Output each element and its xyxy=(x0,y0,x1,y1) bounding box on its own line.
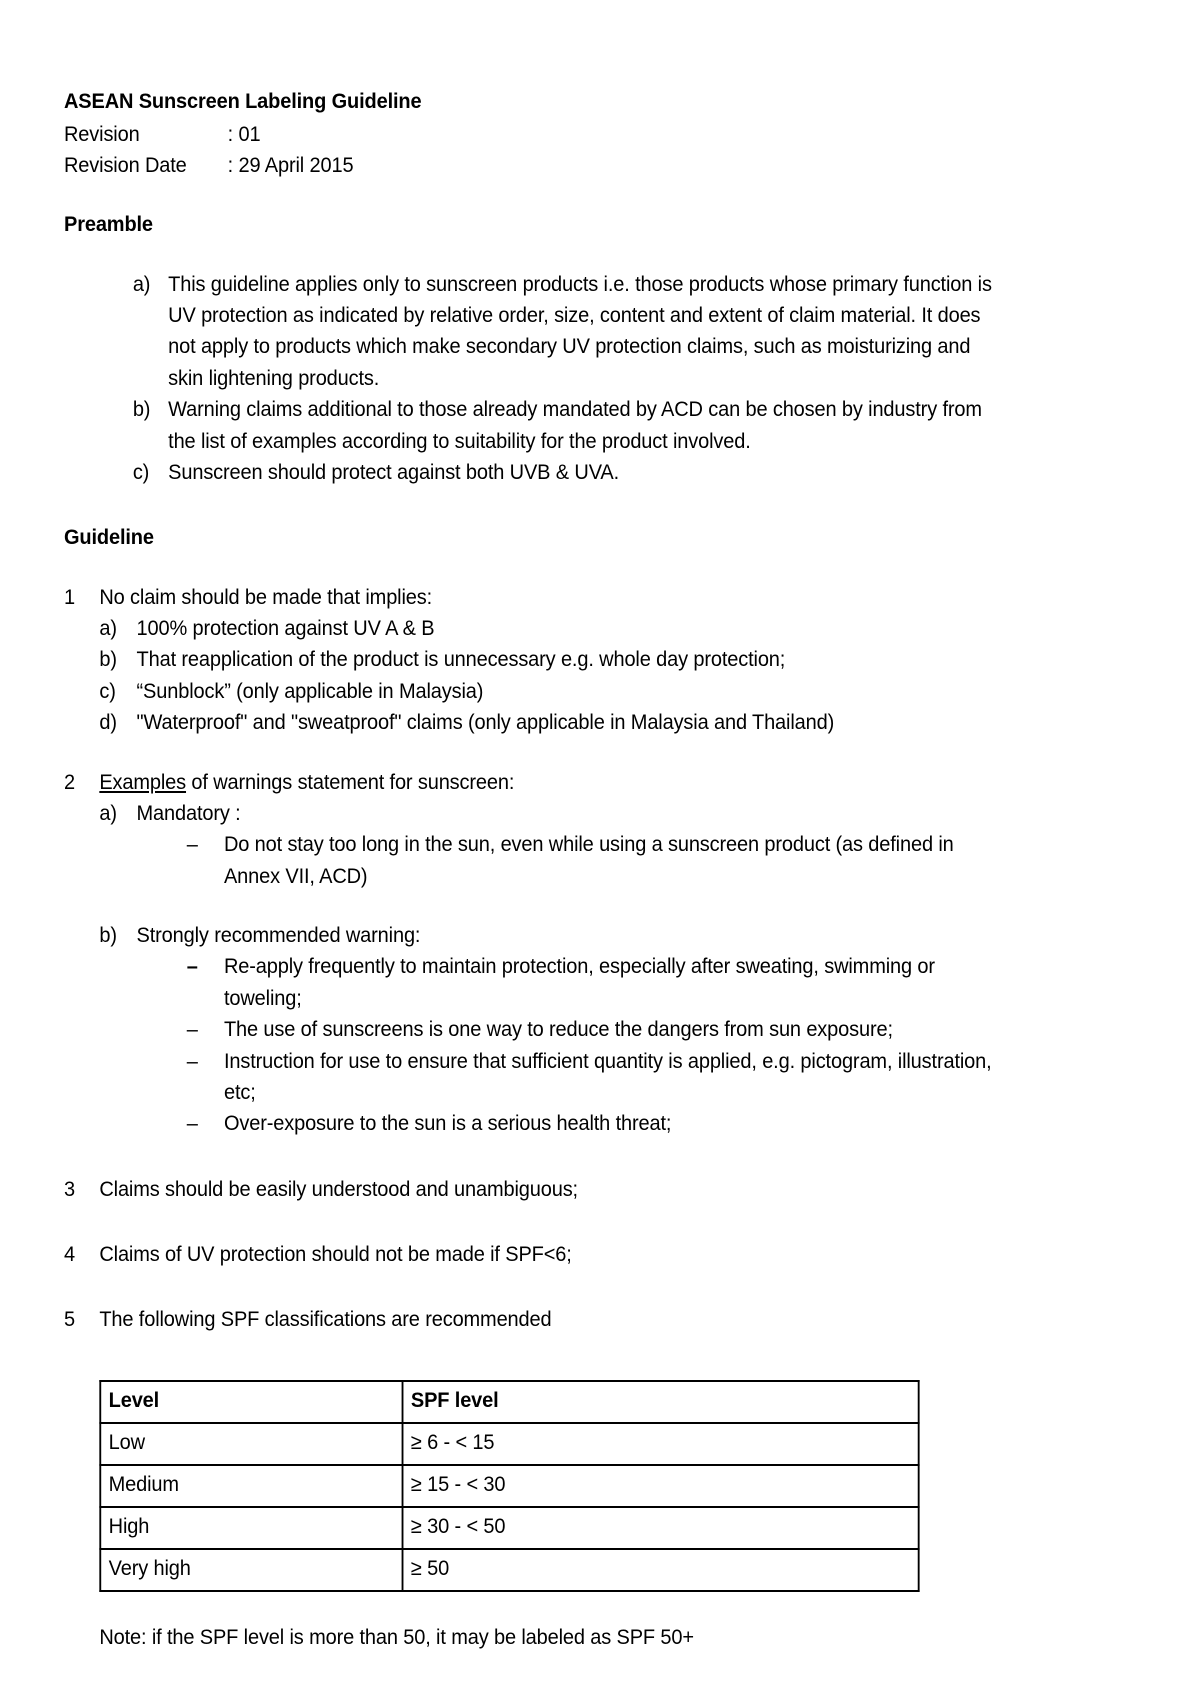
guideline-item-3 xyxy=(64,1174,1003,1205)
guideline-item-5-text: The following SPF classifications are recommended xyxy=(99,1307,552,1332)
guideline-item-1c xyxy=(99,676,1003,707)
guideline-item-1b xyxy=(99,644,1003,675)
guideline-item-2a-dash-1 xyxy=(187,829,1004,892)
preamble-item-b xyxy=(133,394,1003,457)
table-row xyxy=(100,1465,918,1507)
dash-marker: – xyxy=(186,954,198,979)
guideline-item-2-rest: of warnings statement for sunscreen: xyxy=(186,769,515,794)
guideline-item-2b-dash-4 xyxy=(187,1108,1004,1139)
guideline-item-2b-dash-1-text: Re-apply frequently to maintain protection, especially after sweating, swimming or toweling; xyxy=(223,954,935,1010)
table-cell-level: Low xyxy=(100,1423,402,1465)
preamble-item-c xyxy=(133,457,1003,488)
guideline-item-4-text: Claims of UV protection should not be made if SPF<6; xyxy=(99,1242,572,1267)
guideline-item-2b-dash-2 xyxy=(187,1014,1004,1045)
guideline-heading: Guideline xyxy=(64,525,154,550)
revision-label: Revision xyxy=(64,122,140,147)
guideline-item-2a-dash-1-text: Do not stay too long in the sun, even while using a sunscreen product (as defined in Annex VII, ACD) xyxy=(223,832,954,888)
revision-value: : 01 xyxy=(227,122,261,147)
guideline-item-4-marker: 4 xyxy=(64,1242,75,1267)
table-row xyxy=(100,1507,918,1549)
guideline-item-1d-text: "Waterproof" and "sweatproof" claims (only applicable in Malaysia and Thailand) xyxy=(136,710,835,735)
guideline-item-1-marker: 1 xyxy=(64,584,75,609)
guideline-item-1c-text: “Sunblock” (only applicable in Malaysia) xyxy=(136,678,484,703)
table-header-level: Level xyxy=(100,1381,402,1423)
revision-row xyxy=(64,119,1003,150)
guideline-item-1a-marker: a) xyxy=(99,616,117,641)
guideline-item-3-text: Claims should be easily understood and unambiguous; xyxy=(99,1176,578,1201)
guideline-item-1d xyxy=(99,707,1003,738)
revision-date-row xyxy=(64,150,1003,181)
document-content xyxy=(64,86,1003,1653)
guideline-item-2b-dash-3-text: Instruction for use to ensure that sufficient quantity is applied, e.g. pictogram, illustration, etc; xyxy=(223,1048,992,1104)
guideline-item-2-underlined: Examples xyxy=(99,769,187,794)
guideline-item-2 xyxy=(64,767,1003,798)
guideline-item-5-marker: 5 xyxy=(64,1307,75,1332)
preamble-item-b-text: Warning claims additional to those already mandated by ACD can be chosen by industry from the list of examples according to suitability for the product involved. xyxy=(168,397,982,453)
guideline-item-5 xyxy=(64,1304,1003,1335)
preamble-item-c-marker: c) xyxy=(132,459,150,484)
preamble-item-a xyxy=(133,269,1003,395)
table-header-spf-level: SPF level xyxy=(403,1381,919,1423)
guideline-item-3-marker: 3 xyxy=(64,1176,75,1201)
guideline-item-2a-marker: a) xyxy=(99,800,117,825)
guideline-item-1d-marker: d) xyxy=(99,710,117,735)
spf-note: Note: if the SPF level is more than 50, it may be labeled as SPF 50+ xyxy=(99,1624,694,1649)
guideline-item-2-marker: 2 xyxy=(64,769,75,794)
guideline-item-1a-text: 100% protection against UV A & B xyxy=(136,616,435,641)
guideline-item-2b xyxy=(99,920,1003,951)
dash-marker: – xyxy=(186,1048,198,1073)
preamble-item-c-text: Sunscreen should protect against both UVB & UVA. xyxy=(168,459,620,484)
table-cell-level: High xyxy=(100,1507,402,1549)
page-title: ASEAN Sunscreen Labeling Guideline xyxy=(64,89,422,113)
dash-marker: – xyxy=(186,832,198,857)
revision-date-label: Revision Date xyxy=(64,153,187,178)
preamble-item-b-marker: b) xyxy=(132,397,151,422)
guideline-item-4 xyxy=(64,1239,1003,1270)
revision-date-value: : 29 April 2015 xyxy=(227,153,354,178)
preamble-heading: Preamble xyxy=(64,212,153,237)
table-row xyxy=(100,1549,918,1591)
dash-marker: – xyxy=(186,1017,198,1042)
table-cell-spf: ≥ 15 - < 30 xyxy=(403,1465,919,1507)
guideline-item-1b-text: That reapplication of the product is unnecessary e.g. whole day protection; xyxy=(136,647,786,672)
guideline-item-2b-dash-3 xyxy=(187,1046,1004,1109)
preamble-item-a-text: This guideline applies only to sunscreen products i.e. those products whose primary function is UV protection as indicated by relative order, size, content and extent of claim material. It does not apply to products which make secondary UV protection claims, such as moisturizing and skin lightening products. xyxy=(168,271,992,390)
guideline-item-1c-marker: c) xyxy=(99,678,116,703)
guideline-item-1 xyxy=(64,582,1003,613)
guideline-item-2-text xyxy=(99,767,1003,798)
table-header-row xyxy=(100,1381,918,1423)
table-cell-level: Medium xyxy=(100,1465,402,1507)
guideline-item-2a xyxy=(99,798,1003,829)
guideline-item-1a xyxy=(99,613,1003,644)
dash-marker: – xyxy=(186,1111,198,1136)
guideline-item-2b-text: Strongly recommended warning: xyxy=(136,923,421,948)
spf-table-wrapper xyxy=(99,1380,1003,1592)
table-cell-spf: ≥ 6 - < 15 xyxy=(403,1423,919,1465)
table-row xyxy=(100,1423,918,1465)
table-cell-spf: ≥ 30 - < 50 xyxy=(403,1507,919,1549)
guideline-item-2b-dash-2-text: The use of sunscreens is one way to reduce the dangers from sun exposure; xyxy=(223,1017,893,1042)
table-cell-spf: ≥ 50 xyxy=(403,1549,919,1591)
guideline-item-2a-text: Mandatory : xyxy=(136,800,241,825)
guideline-item-2b-dash-1 xyxy=(187,951,1004,1014)
guideline-item-2b-marker: b) xyxy=(99,923,117,948)
guideline-item-1b-marker: b) xyxy=(99,647,117,672)
spf-classification-table xyxy=(99,1380,919,1592)
table-cell-level: Very high xyxy=(100,1549,402,1591)
preamble-item-a-marker: a) xyxy=(132,271,151,296)
guideline-item-2b-dash-4-text: Over-exposure to the sun is a serious health threat; xyxy=(223,1111,672,1136)
guideline-item-1-text: No claim should be made that implies: xyxy=(99,584,433,609)
